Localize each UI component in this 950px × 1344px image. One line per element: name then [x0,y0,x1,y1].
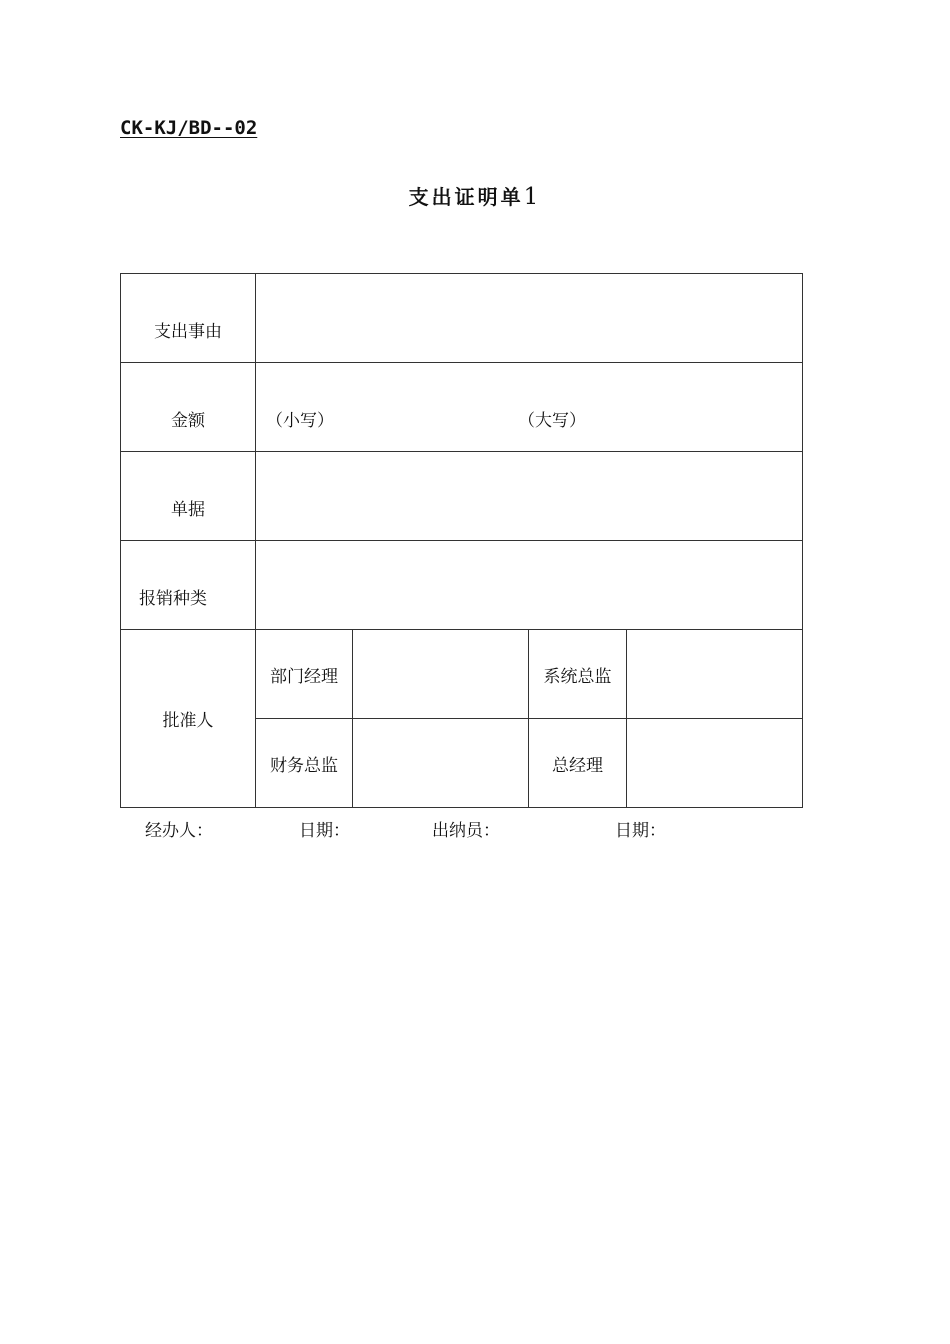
title-number: 1 [523,184,542,210]
signature-footer [0,816,950,840]
date-label-1: 日期： [299,821,350,841]
system-director-field[interactable] [627,630,803,719]
row-receipts [121,452,803,541]
date-label-2: 日期： [615,821,666,841]
dept-manager-field[interactable] [353,630,529,719]
handler-label: 经办人： [145,821,213,841]
finance-director-field[interactable] [353,719,529,808]
reason-label: 支出事由 [121,274,256,363]
system-director-label: 系统总监 [529,630,627,719]
row-reason [121,274,803,363]
document-code: CK-KJ/BD--02 [120,117,258,139]
approver-label: 批准人 [121,630,256,808]
finance-director-label: 财务总监 [256,719,353,808]
amount-lowercase-label: （小写） [266,411,334,431]
receipts-label: 单据 [121,452,256,541]
category-field[interactable] [256,541,803,630]
general-manager-field[interactable] [627,719,803,808]
amount-uppercase-label: （大写） [518,411,586,431]
general-manager-label: 总经理 [529,719,627,808]
row-amount [121,363,803,452]
amount-label: 金额 [121,363,256,452]
title-text: 支出证明单 [408,185,524,209]
amount-field[interactable] [256,363,803,452]
cashier-label: 出纳员： [432,821,500,841]
expense-form-table [120,273,803,808]
receipts-field[interactable] [256,452,803,541]
row-approver-1 [121,630,803,719]
dept-manager-label: 部门经理 [256,630,353,719]
category-label: 报销种类 [121,541,256,630]
page-title [0,181,950,210]
row-category [121,541,803,630]
reason-field[interactable] [256,274,803,363]
